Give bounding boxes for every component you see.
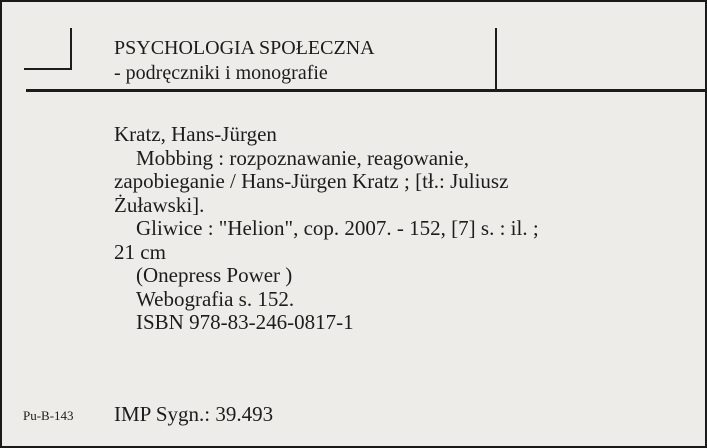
isbn: ISBN 978-83-246-0817-1 xyxy=(136,310,354,334)
subject-heading-line1: PSYCHOLOGIA SPOŁECZNA xyxy=(114,37,375,59)
heading-vertical-divider xyxy=(495,28,497,90)
bibliographic-entry xyxy=(114,123,654,335)
subject-heading-line2: - podręczniki i monografie xyxy=(114,62,328,84)
note: Webografia s. 152. xyxy=(136,286,295,311)
series: (Onepress Power ) xyxy=(136,263,293,287)
imprint-line-2: 21 cm xyxy=(114,239,166,264)
author: Kratz, Hans-Jürgen xyxy=(114,122,277,146)
corner-mark xyxy=(24,28,72,70)
heading-horizontal-rule xyxy=(26,89,706,92)
imprint-line-1: Gliwice : "Helion", cop. 2007. - 152, [7] s. : il. ; xyxy=(136,216,539,240)
title-line-2: zapobieganie / Hans-Jürgen Kratz ; [tł.: Juliusz xyxy=(114,169,509,193)
subject-heading xyxy=(114,36,375,86)
title-line-1: Mobbing : rozpoznawanie, reagowanie, xyxy=(136,145,469,170)
title-line-3: Żuławski]. xyxy=(114,192,205,217)
shelf-code: Pu-B-143 xyxy=(23,408,74,423)
call-number: IMP Sygn.: 39.493 xyxy=(114,402,274,426)
